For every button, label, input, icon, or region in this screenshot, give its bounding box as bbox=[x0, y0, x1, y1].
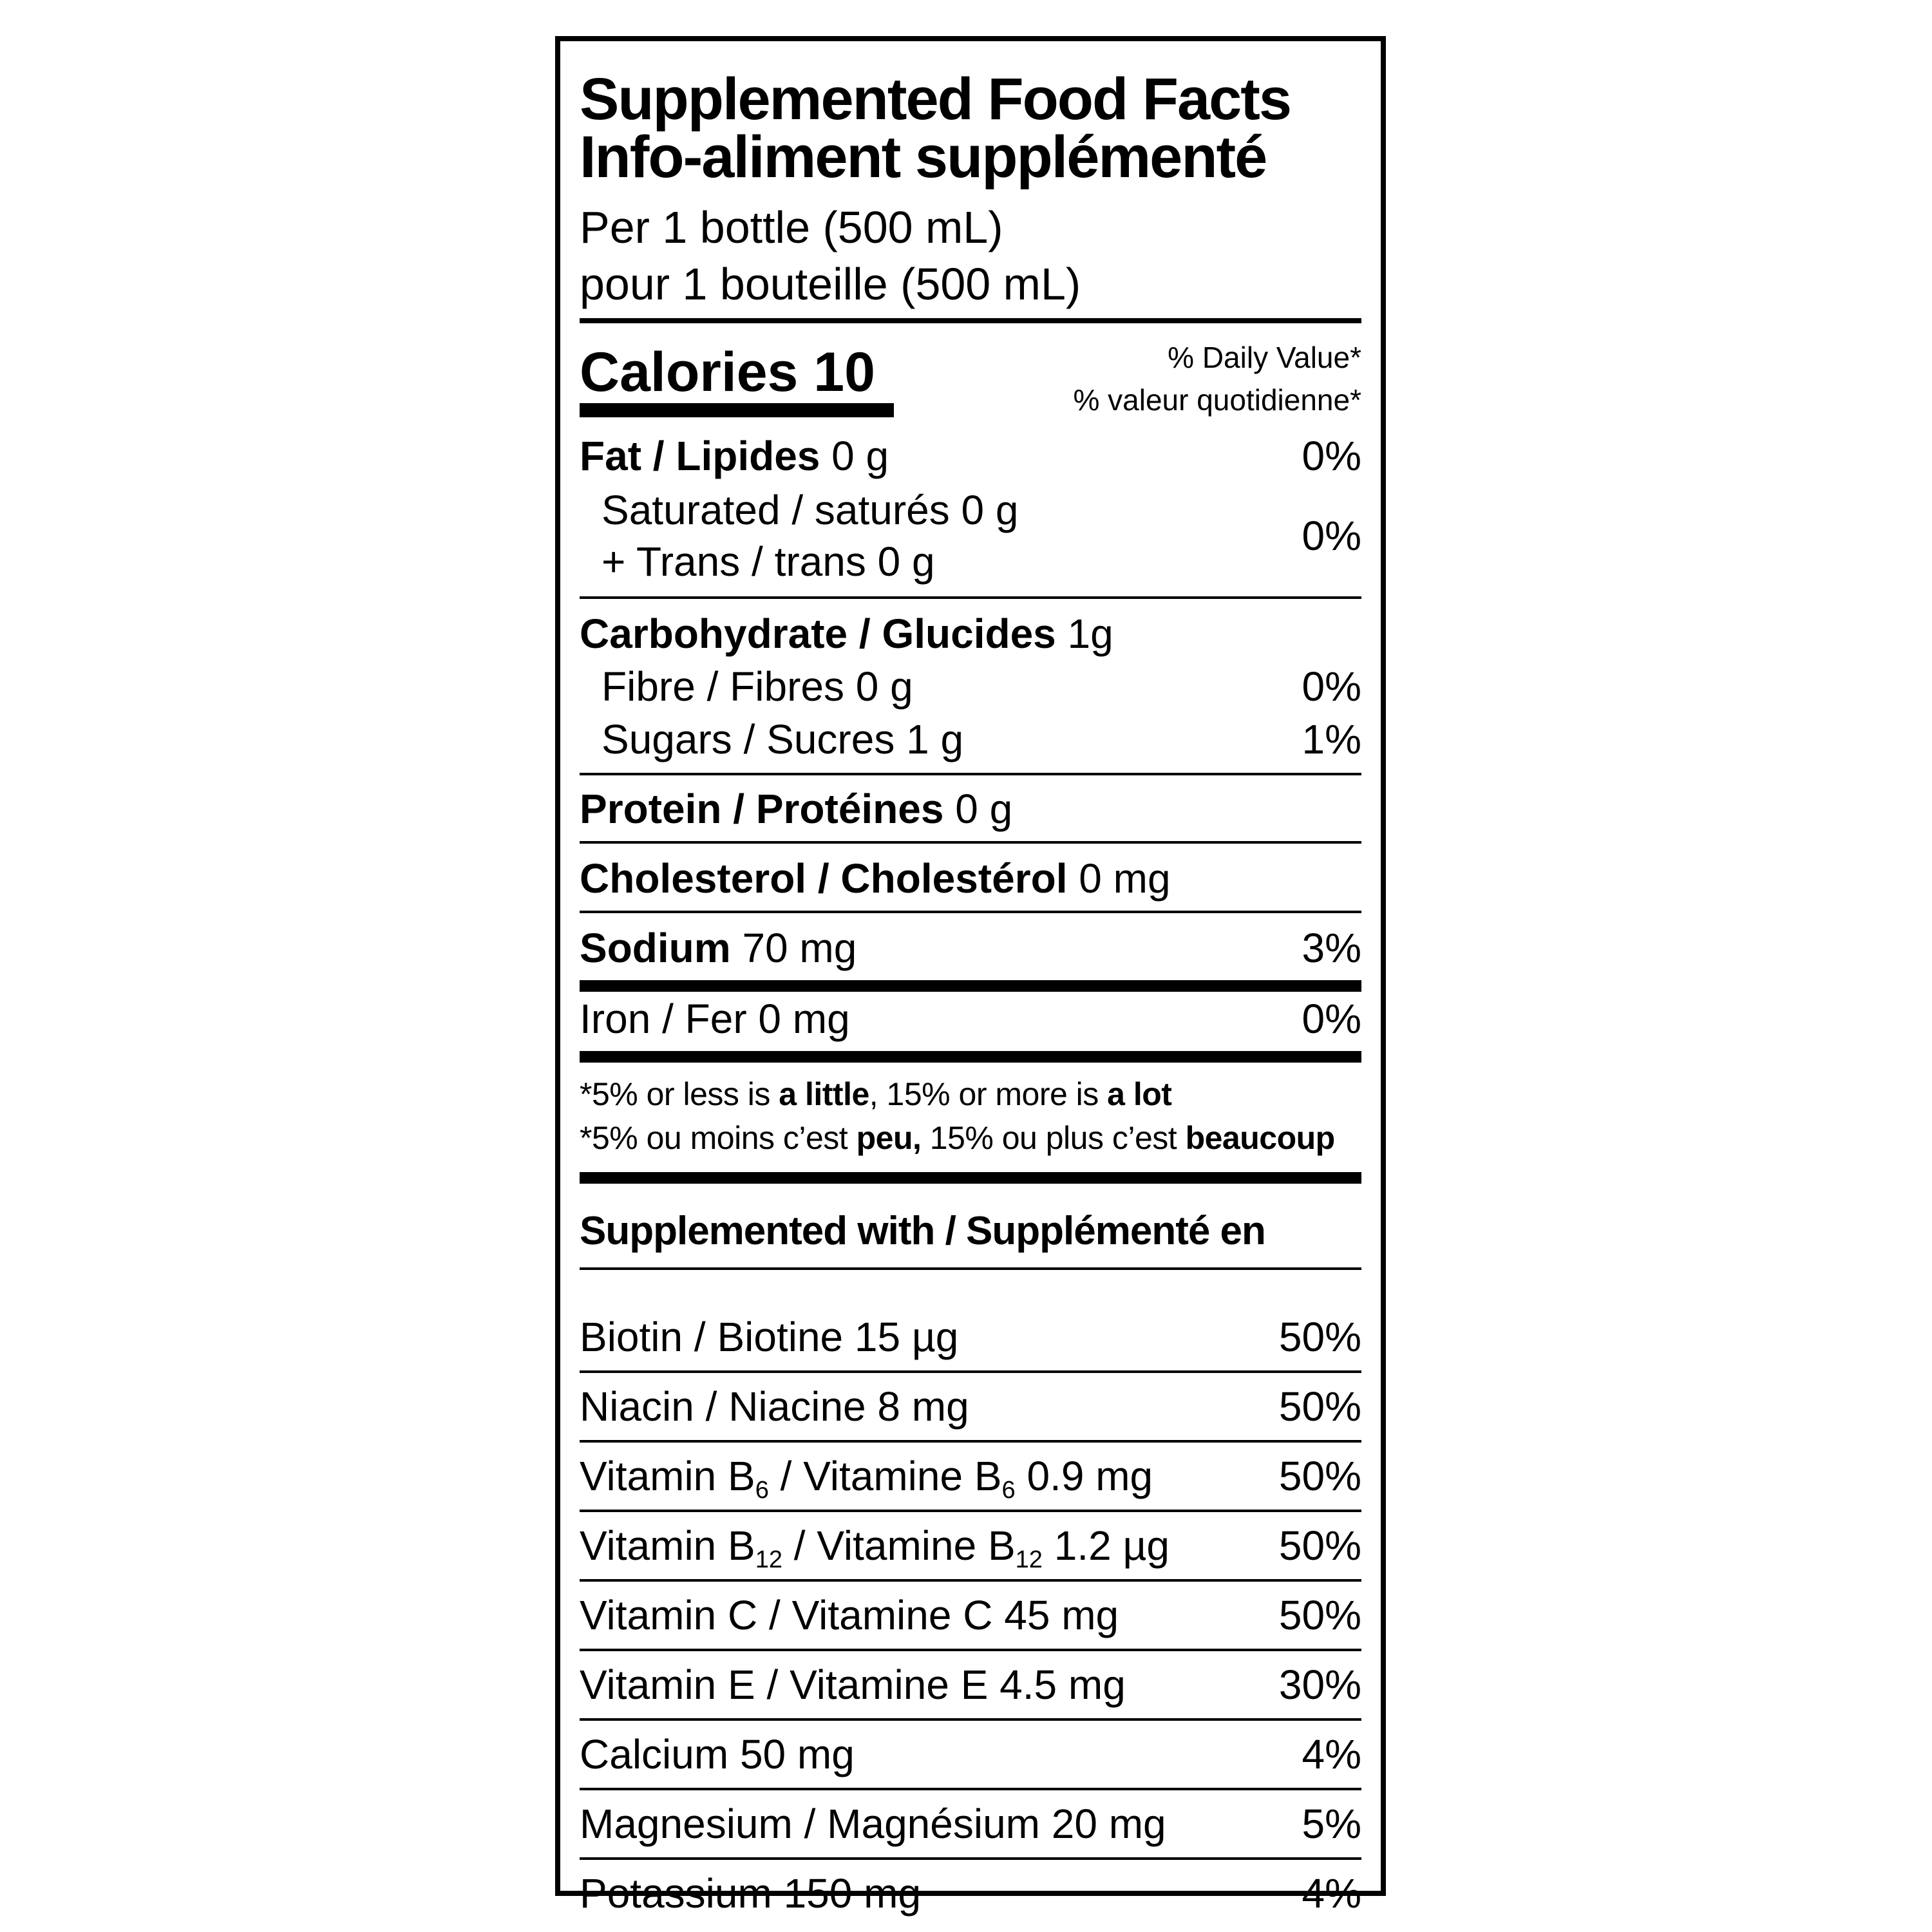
divider bbox=[580, 1649, 1361, 1651]
serving-size-en: Per 1 bottle (500 mL) bbox=[580, 202, 1003, 252]
fat-amount: 0 g bbox=[820, 433, 889, 479]
footnote-fr-part: *5% ou moins c’est bbox=[580, 1120, 857, 1156]
vitamin-b6-label bbox=[580, 1453, 1153, 1504]
footnote-fr bbox=[580, 1117, 1361, 1159]
divider bbox=[580, 1718, 1361, 1721]
vitamin-b6-text: Vitamin B bbox=[580, 1453, 755, 1499]
vitamin-b12-label bbox=[580, 1522, 1170, 1573]
calories-bar bbox=[580, 403, 894, 417]
subscript: 12 bbox=[755, 1546, 782, 1573]
niacin-label: Niacin / Niacine 8 mg bbox=[580, 1383, 969, 1430]
fat-row bbox=[580, 430, 1361, 482]
vitamin-c-label: Vitamin C / Vitamine C 45 mg bbox=[580, 1592, 1119, 1638]
biotin-label: Biotin / Biotine 15 µg bbox=[580, 1314, 959, 1360]
vitamin-b6-row bbox=[580, 1450, 1361, 1502]
daily-value-header-fr: % valeur quotidienne* bbox=[1073, 383, 1361, 417]
magnesium-label: Magnesium / Magnésium 20 mg bbox=[580, 1801, 1166, 1847]
sugars-label: Sugars / Sucres 1 g bbox=[601, 716, 964, 762]
divider bbox=[580, 1370, 1361, 1373]
divider bbox=[580, 1267, 1361, 1270]
subscript: 6 bbox=[1001, 1477, 1016, 1504]
nutrition-facts-panel bbox=[555, 36, 1386, 1917]
carbohydrate-row bbox=[580, 608, 1361, 659]
footnote-en-bold: a little bbox=[779, 1076, 869, 1112]
potassium-label: Potassium 150 mg bbox=[580, 1870, 922, 1917]
calories: Calories 10 bbox=[580, 341, 875, 403]
iron-label: Iron / Fer 0 mg bbox=[580, 996, 850, 1042]
vitamin-b6-text: / Vitamine B bbox=[768, 1453, 1002, 1499]
footnote-en-part: , 15% or more is bbox=[869, 1076, 1108, 1112]
calcium-row bbox=[580, 1728, 1361, 1780]
cholesterol-amount: 0 mg bbox=[1067, 855, 1171, 902]
iron-row bbox=[580, 993, 1361, 1045]
fat-pct: 0% bbox=[1302, 433, 1361, 479]
footnote-fr-bold: beaucoup bbox=[1185, 1120, 1335, 1156]
carbohydrate-label: Carbohydrate / Glucides bbox=[580, 611, 1056, 657]
niacin-pct: 50% bbox=[1278, 1383, 1361, 1430]
divider bbox=[580, 318, 1361, 323]
sodium-row bbox=[580, 922, 1361, 974]
vitamin-b12-text: Vitamin B bbox=[580, 1522, 755, 1569]
vitamin-b12-text: / Vitamine B bbox=[782, 1522, 1016, 1569]
divider-thick bbox=[580, 980, 1361, 992]
sugars-pct: 1% bbox=[1302, 716, 1361, 762]
fat-label: Fat / Lipides bbox=[580, 433, 820, 479]
potassium-pct: 4% bbox=[1302, 1870, 1361, 1917]
fibre-pct: 0% bbox=[1302, 663, 1361, 710]
sodium-label: Sodium bbox=[580, 925, 731, 971]
divider bbox=[580, 841, 1361, 844]
saturated-row: Saturated / saturés 0 g bbox=[601, 487, 1019, 533]
sodium-pct: 3% bbox=[1302, 925, 1361, 971]
cholesterol-row bbox=[580, 853, 1361, 904]
fibre-row bbox=[580, 661, 1361, 712]
sugars-row bbox=[580, 714, 1361, 765]
protein-amount: 0 g bbox=[943, 786, 1013, 832]
subscript: 6 bbox=[755, 1477, 769, 1504]
serving-size-fr: pour 1 bouteille (500 mL) bbox=[580, 259, 1081, 309]
sodium-amount: 70 mg bbox=[730, 925, 857, 971]
vitamin-c-row bbox=[580, 1589, 1361, 1641]
saturated-trans-pct: 0% bbox=[1302, 513, 1361, 559]
divider bbox=[580, 1788, 1361, 1790]
subscript: 12 bbox=[1015, 1546, 1043, 1573]
divider bbox=[580, 1857, 1361, 1860]
protein-row bbox=[580, 783, 1361, 835]
title-fr: Info-aliment supplémenté bbox=[580, 124, 1267, 190]
footnote-fr-part: 15% ou plus c’est bbox=[921, 1120, 1186, 1156]
potassium-row bbox=[580, 1868, 1361, 1919]
vitamin-b6-pct: 50% bbox=[1278, 1453, 1361, 1499]
vitamin-b12-amount: 1.2 µg bbox=[1042, 1522, 1170, 1569]
footnote-en-part: *5% or less is bbox=[580, 1076, 779, 1112]
footnote-en bbox=[580, 1073, 1361, 1115]
vitamin-b12-row bbox=[580, 1520, 1361, 1571]
vitamin-e-label: Vitamin E / Vitamine E 4.5 mg bbox=[580, 1662, 1126, 1708]
divider bbox=[580, 1579, 1361, 1582]
daily-value-header-en: % Daily Value* bbox=[1168, 341, 1361, 374]
divider bbox=[580, 773, 1361, 775]
niacin-row bbox=[580, 1381, 1361, 1432]
vitamin-b12-pct: 50% bbox=[1278, 1522, 1361, 1569]
divider-thick bbox=[580, 1051, 1361, 1063]
divider bbox=[580, 911, 1361, 913]
protein-label: Protein / Protéines bbox=[580, 786, 944, 832]
vitamin-c-pct: 50% bbox=[1278, 1592, 1361, 1638]
divider bbox=[580, 1510, 1361, 1512]
footnote-fr-bold: peu, bbox=[856, 1120, 922, 1156]
biotin-pct: 50% bbox=[1278, 1314, 1361, 1360]
vitamin-e-pct: 30% bbox=[1278, 1662, 1361, 1708]
supplemented-heading: Supplemented with / Supplémenté en bbox=[580, 1209, 1265, 1253]
biotin-row bbox=[580, 1311, 1361, 1363]
cholesterol-label: Cholesterol / Cholestérol bbox=[580, 855, 1068, 902]
fibre-label: Fibre / Fibres 0 g bbox=[601, 663, 913, 710]
vitamin-b6-amount: 0.9 mg bbox=[1015, 1453, 1153, 1499]
divider bbox=[580, 596, 1361, 599]
divider-thick bbox=[580, 1172, 1361, 1184]
panel-inner bbox=[580, 41, 1361, 1917]
divider bbox=[580, 1440, 1361, 1443]
iron-pct: 0% bbox=[1302, 996, 1361, 1042]
title-en: Supplemented Food Facts bbox=[580, 66, 1291, 132]
footnote-en-bold: a lot bbox=[1107, 1076, 1172, 1112]
carbohydrate-amount: 1g bbox=[1056, 611, 1113, 657]
magnesium-pct: 5% bbox=[1302, 1801, 1361, 1847]
magnesium-row bbox=[580, 1798, 1361, 1850]
vitamin-e-row bbox=[580, 1659, 1361, 1710]
calcium-pct: 4% bbox=[1302, 1731, 1361, 1777]
calcium-label: Calcium 50 mg bbox=[580, 1731, 855, 1777]
trans-row: + Trans / trans 0 g bbox=[601, 538, 935, 585]
